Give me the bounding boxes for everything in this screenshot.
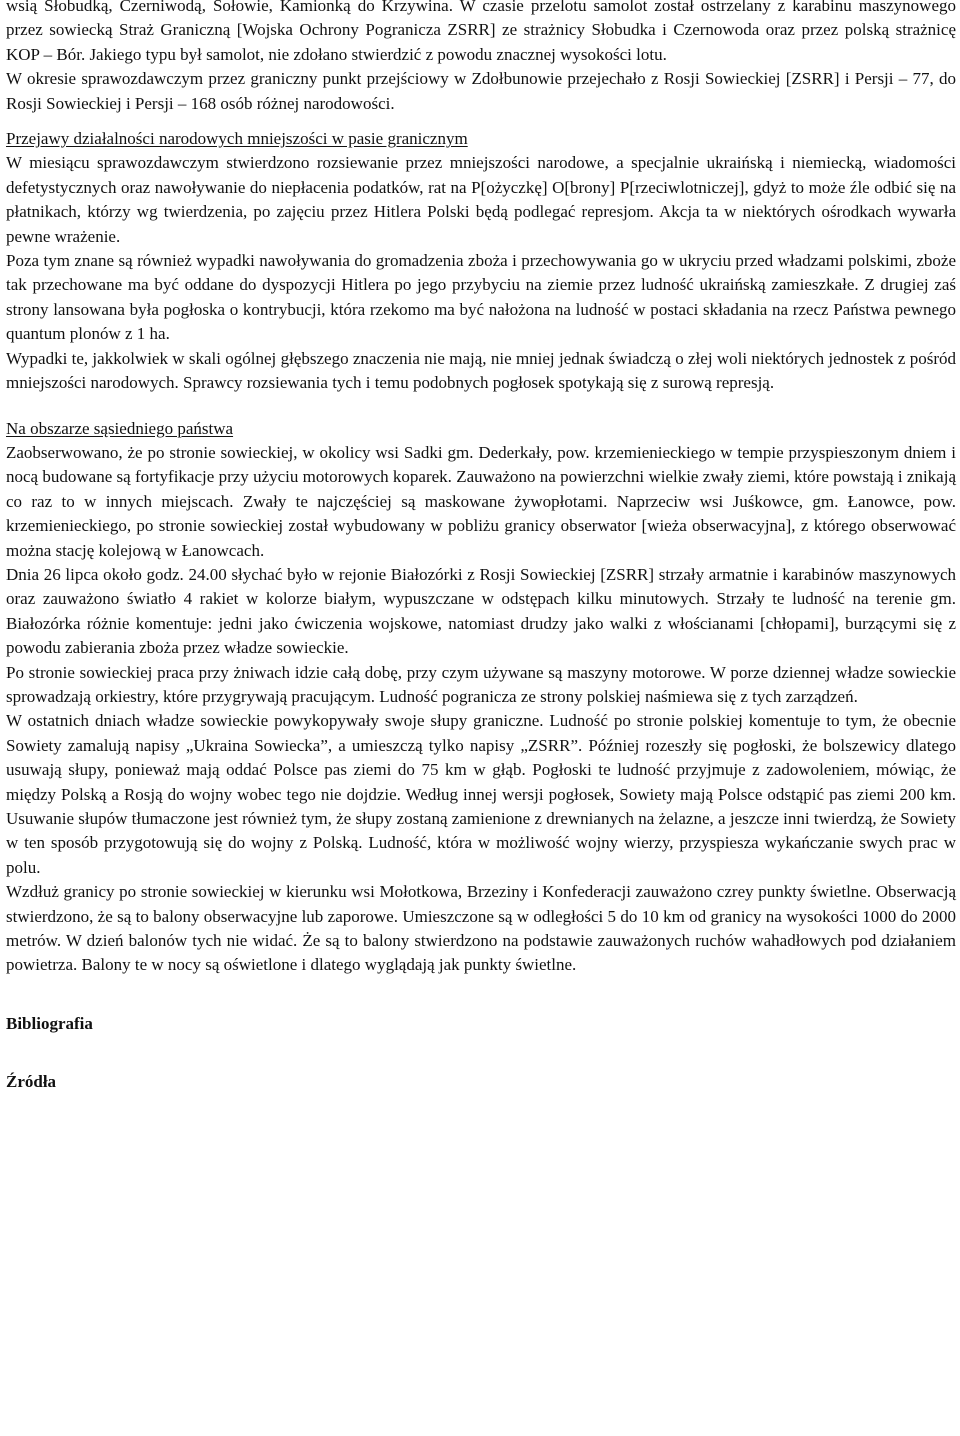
- paragraph-border-crossing: W okresie sprawozdawczym przez graniczny punkt przejściowy w Zdołbunowie przejechało z Rosji Sowieckiej [ZSRR] i Persji – 77, do Rosji Sowieckiej i Persji – 168 osób różnej narodowości.: [6, 69, 956, 113]
- spacer: [6, 1036, 956, 1070]
- paragraph-balloons: Wzdłuż granicy po stronie sowieckiej w kierunku wsi Mołotkowa, Brzeziny i Konfederacji zauważono czrey punkty świetlne. Obserwacją stwierdzono, że są to balony obserwacyjne lub zaporowe. Umieszczone są w odległości 5 do 10 km od granicy na wysokości 1000 do 2000 metrów. W dzień balonów tych nie widać. Że są to balony stwierdzono na podstawie zauważonych ruchów wahadłowych pod działaniem powietrza. Balony te w nocy są oświetlone i dlatego wyglądają jak punkty świetlne.: [6, 882, 956, 975]
- section-heading-neighbour-state: Na obszarze sąsiedniego państwa: [6, 418, 234, 438]
- paragraph-harvest-work: Po stronie sowieckiej praca przy żniwach idzie całą dobę, przy czym używane są maszyny motorowe. W porze dziennej władze sowieckie sprowadzają orkiestry, które przygrywają pracującym. Ludność pogranicza ze strony polskiej naśmiewa się z tych zarządzeń.: [6, 662, 956, 706]
- paragraph-grain-hoarding: Poza tym znane są również wypadki nawoływania do gromadzenia zboża i przechowywania go w ukryciu przed władzami polskimi, zboże tak przechowane ma być oddane do dyspozycji Hitlera po jego przybyciu na ziemie przez ludność ukraińską zamieszkałe. Z drugiej zaś strony lansowana była pogłoska o kontrybucji, która rzekomo ma być nałożona na ludność w postaci składania na rzecz Państwa pewnego quantum plonów z 1 ha.: [6, 251, 956, 344]
- paragraph-border-posts: W ostatnich dniach władze sowieckie powykopywały swoje słupy graniczne. Ludność po stronie polskiej komentuje to tym, że obecnie Sowiety zamalują napisy „Ukraina Sowiecka”, a umieszczą tylko napisy „ZSRR”. Później rozeszły się pogłoski, że bolszewicy dlatego usuwają słupy, ponieważ mają oddać Polsce pas ziemi do 75 km w głąb. Pogłoski te ludność przyjmuje z zadowoleniem, mówiąc, że między Polską a Rosją do wojny wobec tego nie dojdzie. Według innej wersji pogłosek, Sowiety mają Polsce odstąpić pas ziemi 200 km. Usuwanie słupów tłumaczone jest również tym, że słupy zostaną zamienione z drewnianych na żelazne, a jeszcze inni twierdzą, że Sowiety w ten sposób przygotowują się do wojny z Polską. Ludność, która w możliwość wojny wierzy, przyspiesza wykańczanie swych prac w polu.: [6, 711, 956, 877]
- spacer: [6, 396, 956, 417]
- document-page: [6, 0, 956, 1095]
- paragraph-defeatist-news: W miesiącu sprawozdawczym stwierdzono rozsiewanie przez mniejszości narodowe, a specjalnie ukraińską i niemiecką, wiadomości defetystycznych oraz nawoływanie do niepłacenia podatków, rat na P[ożyczkę] O[brony] P[rzeciwlotniczej], gdyż to może źle odbić się na płatnikach, którzy wg twierdzenia, po zajęciu przez Hitlera Polski będą podlegać represjom. Akcja ta w niektórych ośrodkach wywarła pewne wrażenie.: [6, 153, 956, 246]
- paragraph-artillery-shots: Dnia 26 lipca około godz. 24.00 słychać było w rejonie Białozórki z Rosji Sowieckiej [ZSRR] strzały armatnie i karabinów maszynowych oraz zauważono światło 4 rakiet w kolorze białym, wypuszczane w odstępach kilku minutowych. Strzały te ludność na terenie gm. Białozórka różnie komentuje: jedni jako ćwiczenia wojskowe, natomiast drudzy jako walki z włościanami [chłopami], burzącymi się z powodu zabierania zboża przez władze sowieckie.: [6, 564, 956, 658]
- sources-heading: Źródła: [6, 1072, 57, 1092]
- spacer: [6, 116, 956, 127]
- paragraph-aircraft-shooting: wsią Słobudką, Czerniwodą, Sołowie, Kamionką do Krzywina. W czasie przelotu samolot został ostrzelany z karabinu maszynowego przez sowiecką Straż Graniczną [Wojska Ochrony Pogranicza ZSRR] ze strażnicy Słobudka i Czernowoda oraz przez polską strażnicę KOP – Bór. Jakiego typu był samolot, nie zdołano stwierdzić z powodu znacznej wysokości lotu.: [6, 0, 956, 64]
- spacer: [6, 978, 956, 1012]
- section-heading-minorities: Przejawy działalności narodowych mniejszości w pasie granicznym: [6, 129, 468, 149]
- bibliography-heading: Bibliografia: [6, 1013, 93, 1033]
- paragraph-ill-will: Wypadki te, jakkolwiek w skali ogólnej głębszego znaczenia nie mają, nie mniej jednak świadczą o złej woli niektórych jednostek z pośród mniejszości narodowych. Sprawcy rozsiewania tych i temu podobnych pogłosek spotykają się z surową represją.: [6, 348, 956, 393]
- paragraph-fortifications: Zaobserwowano, że po stronie sowieckiej, w okolicy wsi Sadki gm. Dederkały, pow. krzemienieckiego w tempie przyspieszonym dniem i nocą budowane są fortyfikacje przy użyciu motorowych koparek. Zauważono na powierzchni wielkie zwały ziemi, które powstają i znikają co raz to w innych miejscach. Zwały te najczęściej są maskowane żywopłotami. Naprzeciw wsi Juśkowce, gm. Łanowce, pow. krzemienieckiego, po stronie sowieckiej został wybudowany w pobliżu granicy obserwator [wieża obserwacyjna], z którego obserwować można stację kolejową w Łanowcach.: [6, 442, 956, 560]
